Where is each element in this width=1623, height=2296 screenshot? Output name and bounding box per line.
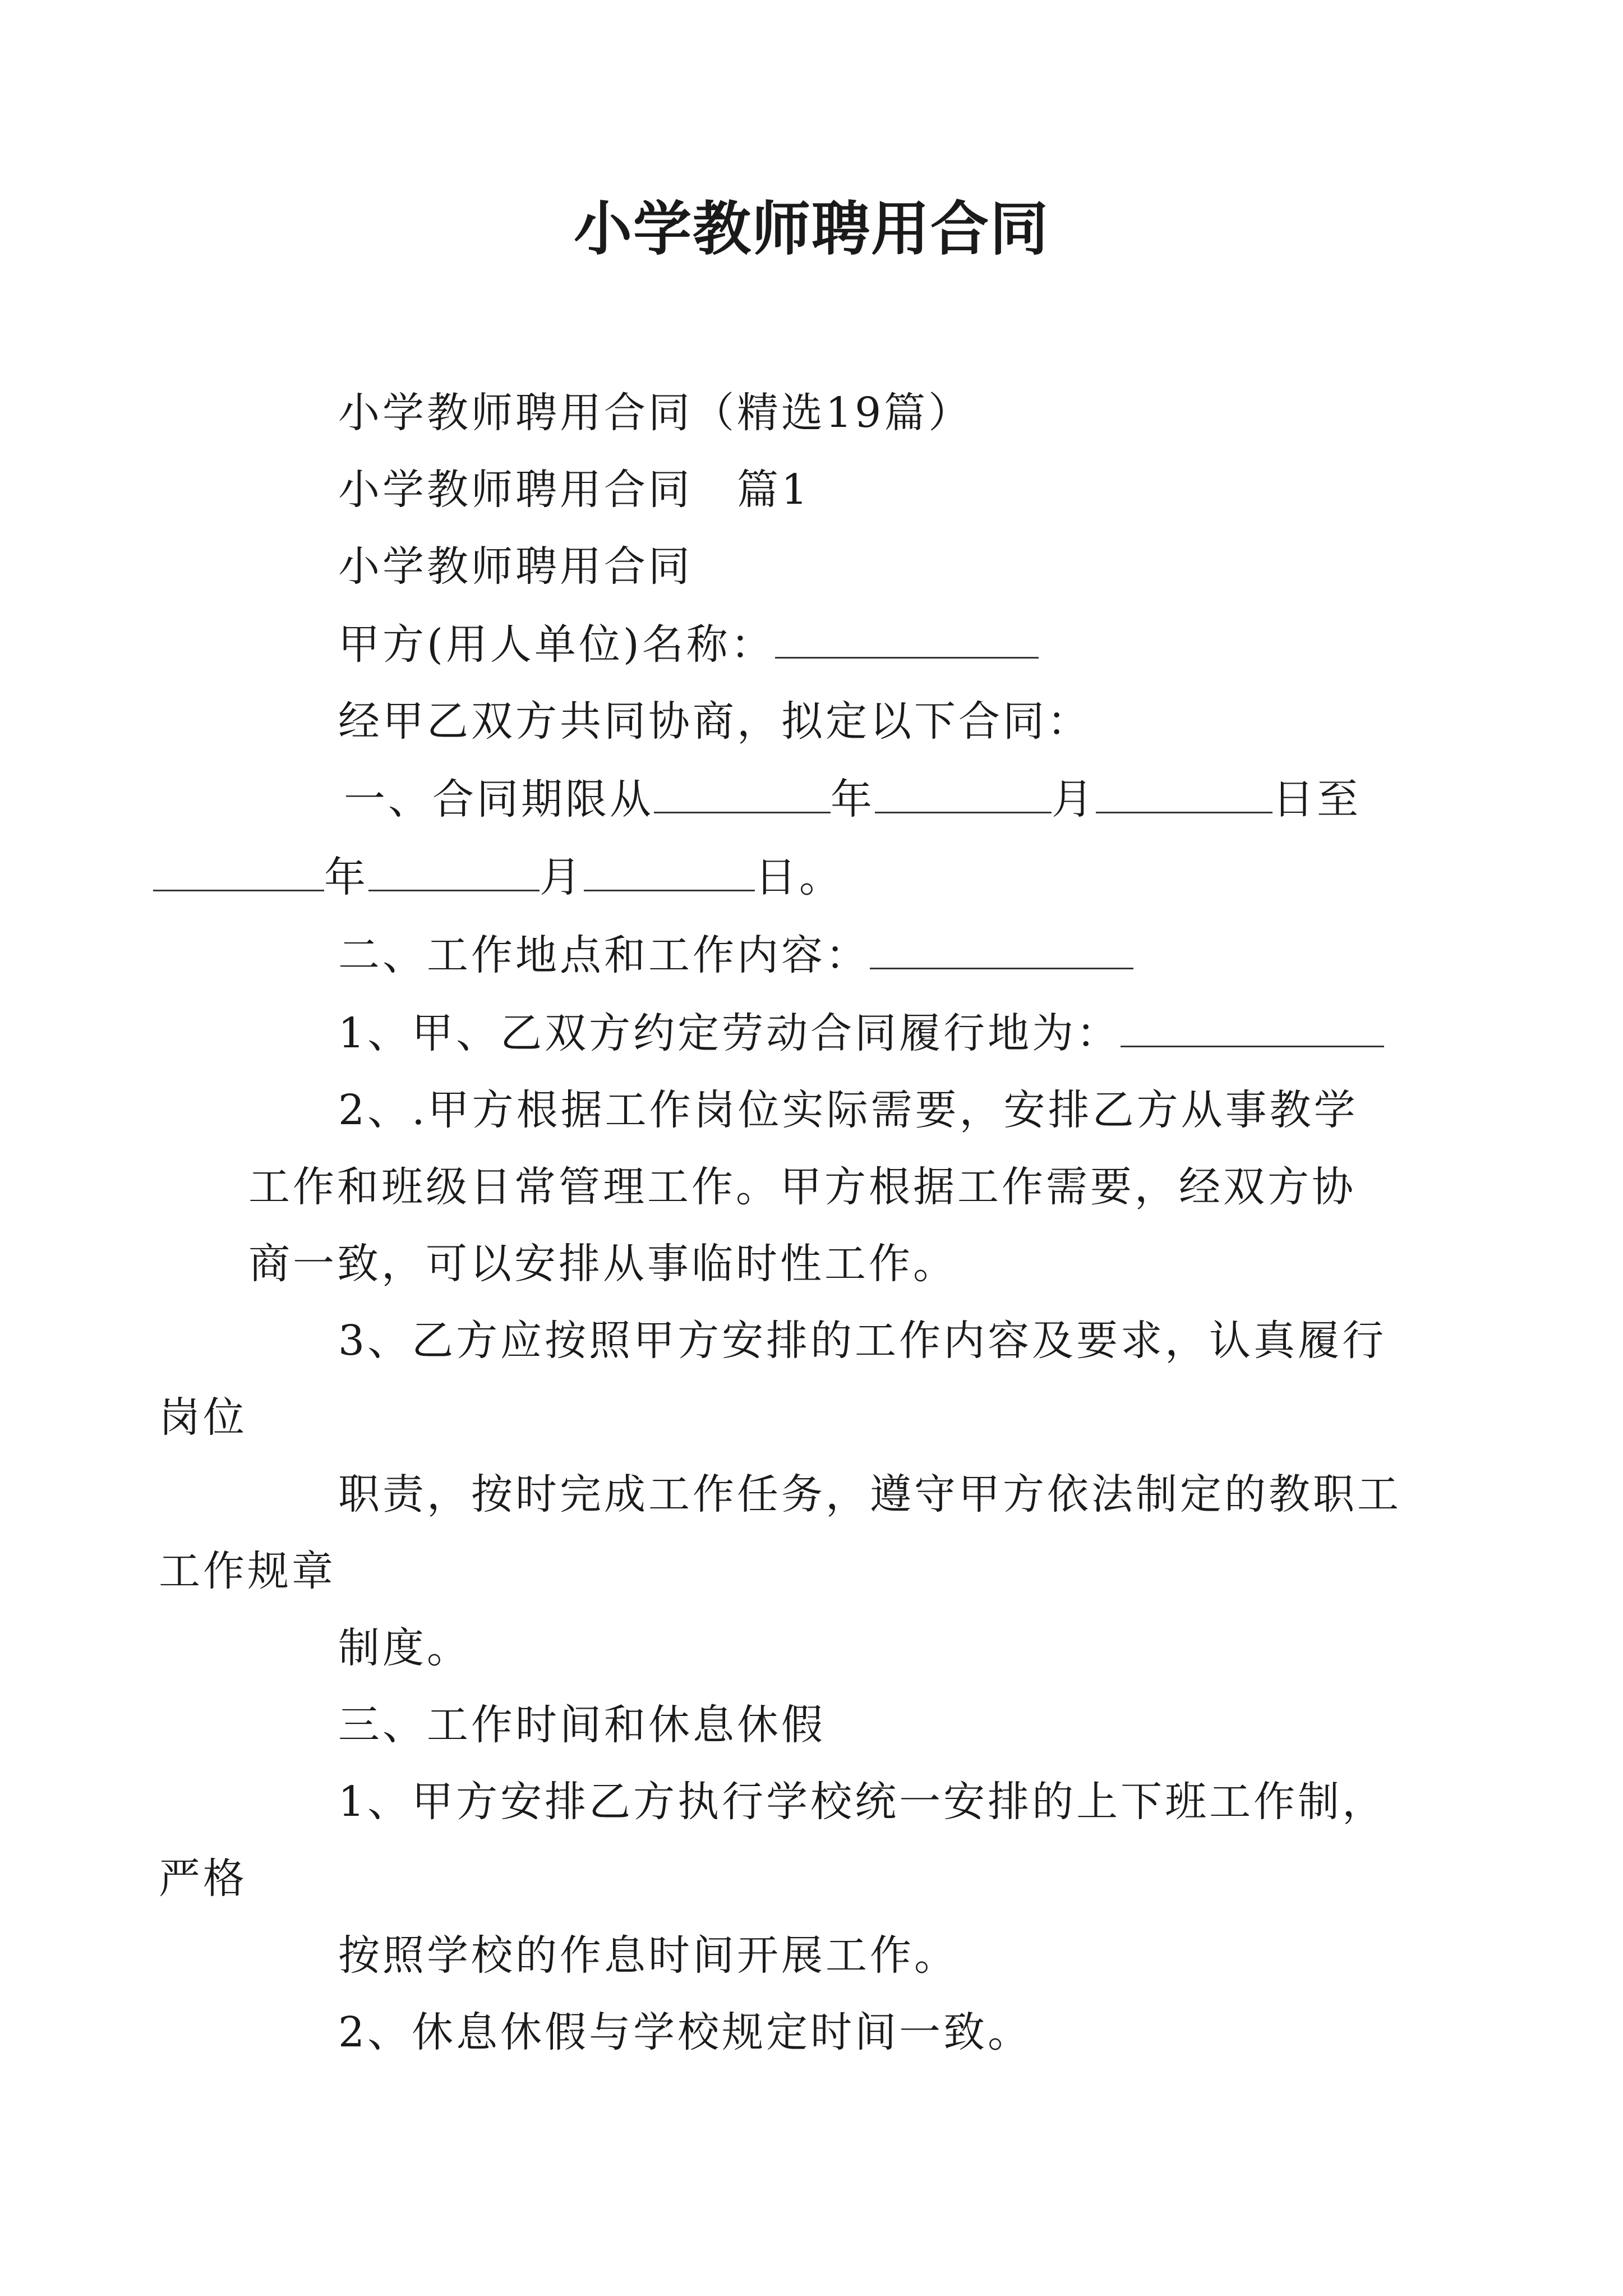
responsibility-line-2: 工作规章 [159,1547,336,1595]
start-year-unit: 年 [831,775,875,823]
start-month-blank [875,760,1052,813]
schedule-line-1: 1、甲方安排乙方执行学校统一安排的上下班工作制， [338,1778,1387,1826]
document-title: 小学教师聘用合同 [573,194,1049,263]
paragraph-regulations: 制度。 [338,1624,471,1672]
paragraph-chapter-heading: 小学教师聘用合同 篇1 [338,466,811,514]
work-place-label: 二、工作地点和工作内容： [338,931,870,979]
paragraph-school-timetable: 按照学校的作息时间开展工作。 [338,1931,958,1980]
duties-line-1: 3、乙方应按照甲方安排的工作内容及要求，认真履行 [338,1317,1387,1365]
work-place-blank [870,916,1133,969]
responsibility-line-1: 职责，按时完成工作任务，遵守甲方依法制定的教职工 [338,1470,1401,1519]
paragraph-work-schedule [159,1764,1387,1917]
work-location-blank [1121,994,1384,1047]
term-label: 一、合同期限从 [344,775,654,823]
start-year-blank [654,760,831,813]
work-location-label: 1、甲、乙双方约定劳动合同履行地为： [338,1009,1121,1057]
paragraph-work-place-content [248,916,1387,994]
paragraph-duties [159,1303,1387,1456]
paragraph-party-a [248,605,1387,683]
end-year-unit: 年 [324,853,368,901]
paragraph-collection-title: 小学教师聘用合同（精选19篇） [338,389,973,437]
end-day-blank [584,838,755,891]
duties-line-2: 岗位 [159,1393,247,1442]
start-day-unit: 日至 [1272,775,1361,823]
paragraph-responsibility [159,1456,1401,1610]
paragraph-holidays: 2、休息休假与学校规定时间一致。 [338,2008,1032,2056]
start-day-blank [1096,760,1272,813]
schedule-line-2: 严格 [159,1855,247,1903]
paragraph-section-work-hours: 三、工作时间和休息休假 [338,1701,826,1749]
paragraph-negotiation: 经甲乙双方共同协商，拟定以下合同： [338,697,1091,746]
paragraph-contract-name: 小学教师聘用合同 [338,542,693,591]
start-month-unit: 月 [1052,775,1096,823]
party-a-name-blank [775,605,1039,659]
document-body [159,375,1401,2071]
end-month-unit: 月 [540,853,584,901]
end-year-blank [153,838,324,891]
paragraph-job-arrangement: 2、.甲方根据工作岗位实际需要，安排乙方从事教学工作和班级日常管理工作。甲方根据工作需要，经双方协商一致，可以安排从事临时性工作。 [248,1086,1358,1288]
end-day-unit: 日。 [755,853,843,901]
end-month-blank [368,838,540,891]
paragraph-contract-term [248,760,1387,916]
paragraph-work-location [248,994,1387,1072]
party-a-label: 甲方(用人单位)名称： [338,620,775,669]
